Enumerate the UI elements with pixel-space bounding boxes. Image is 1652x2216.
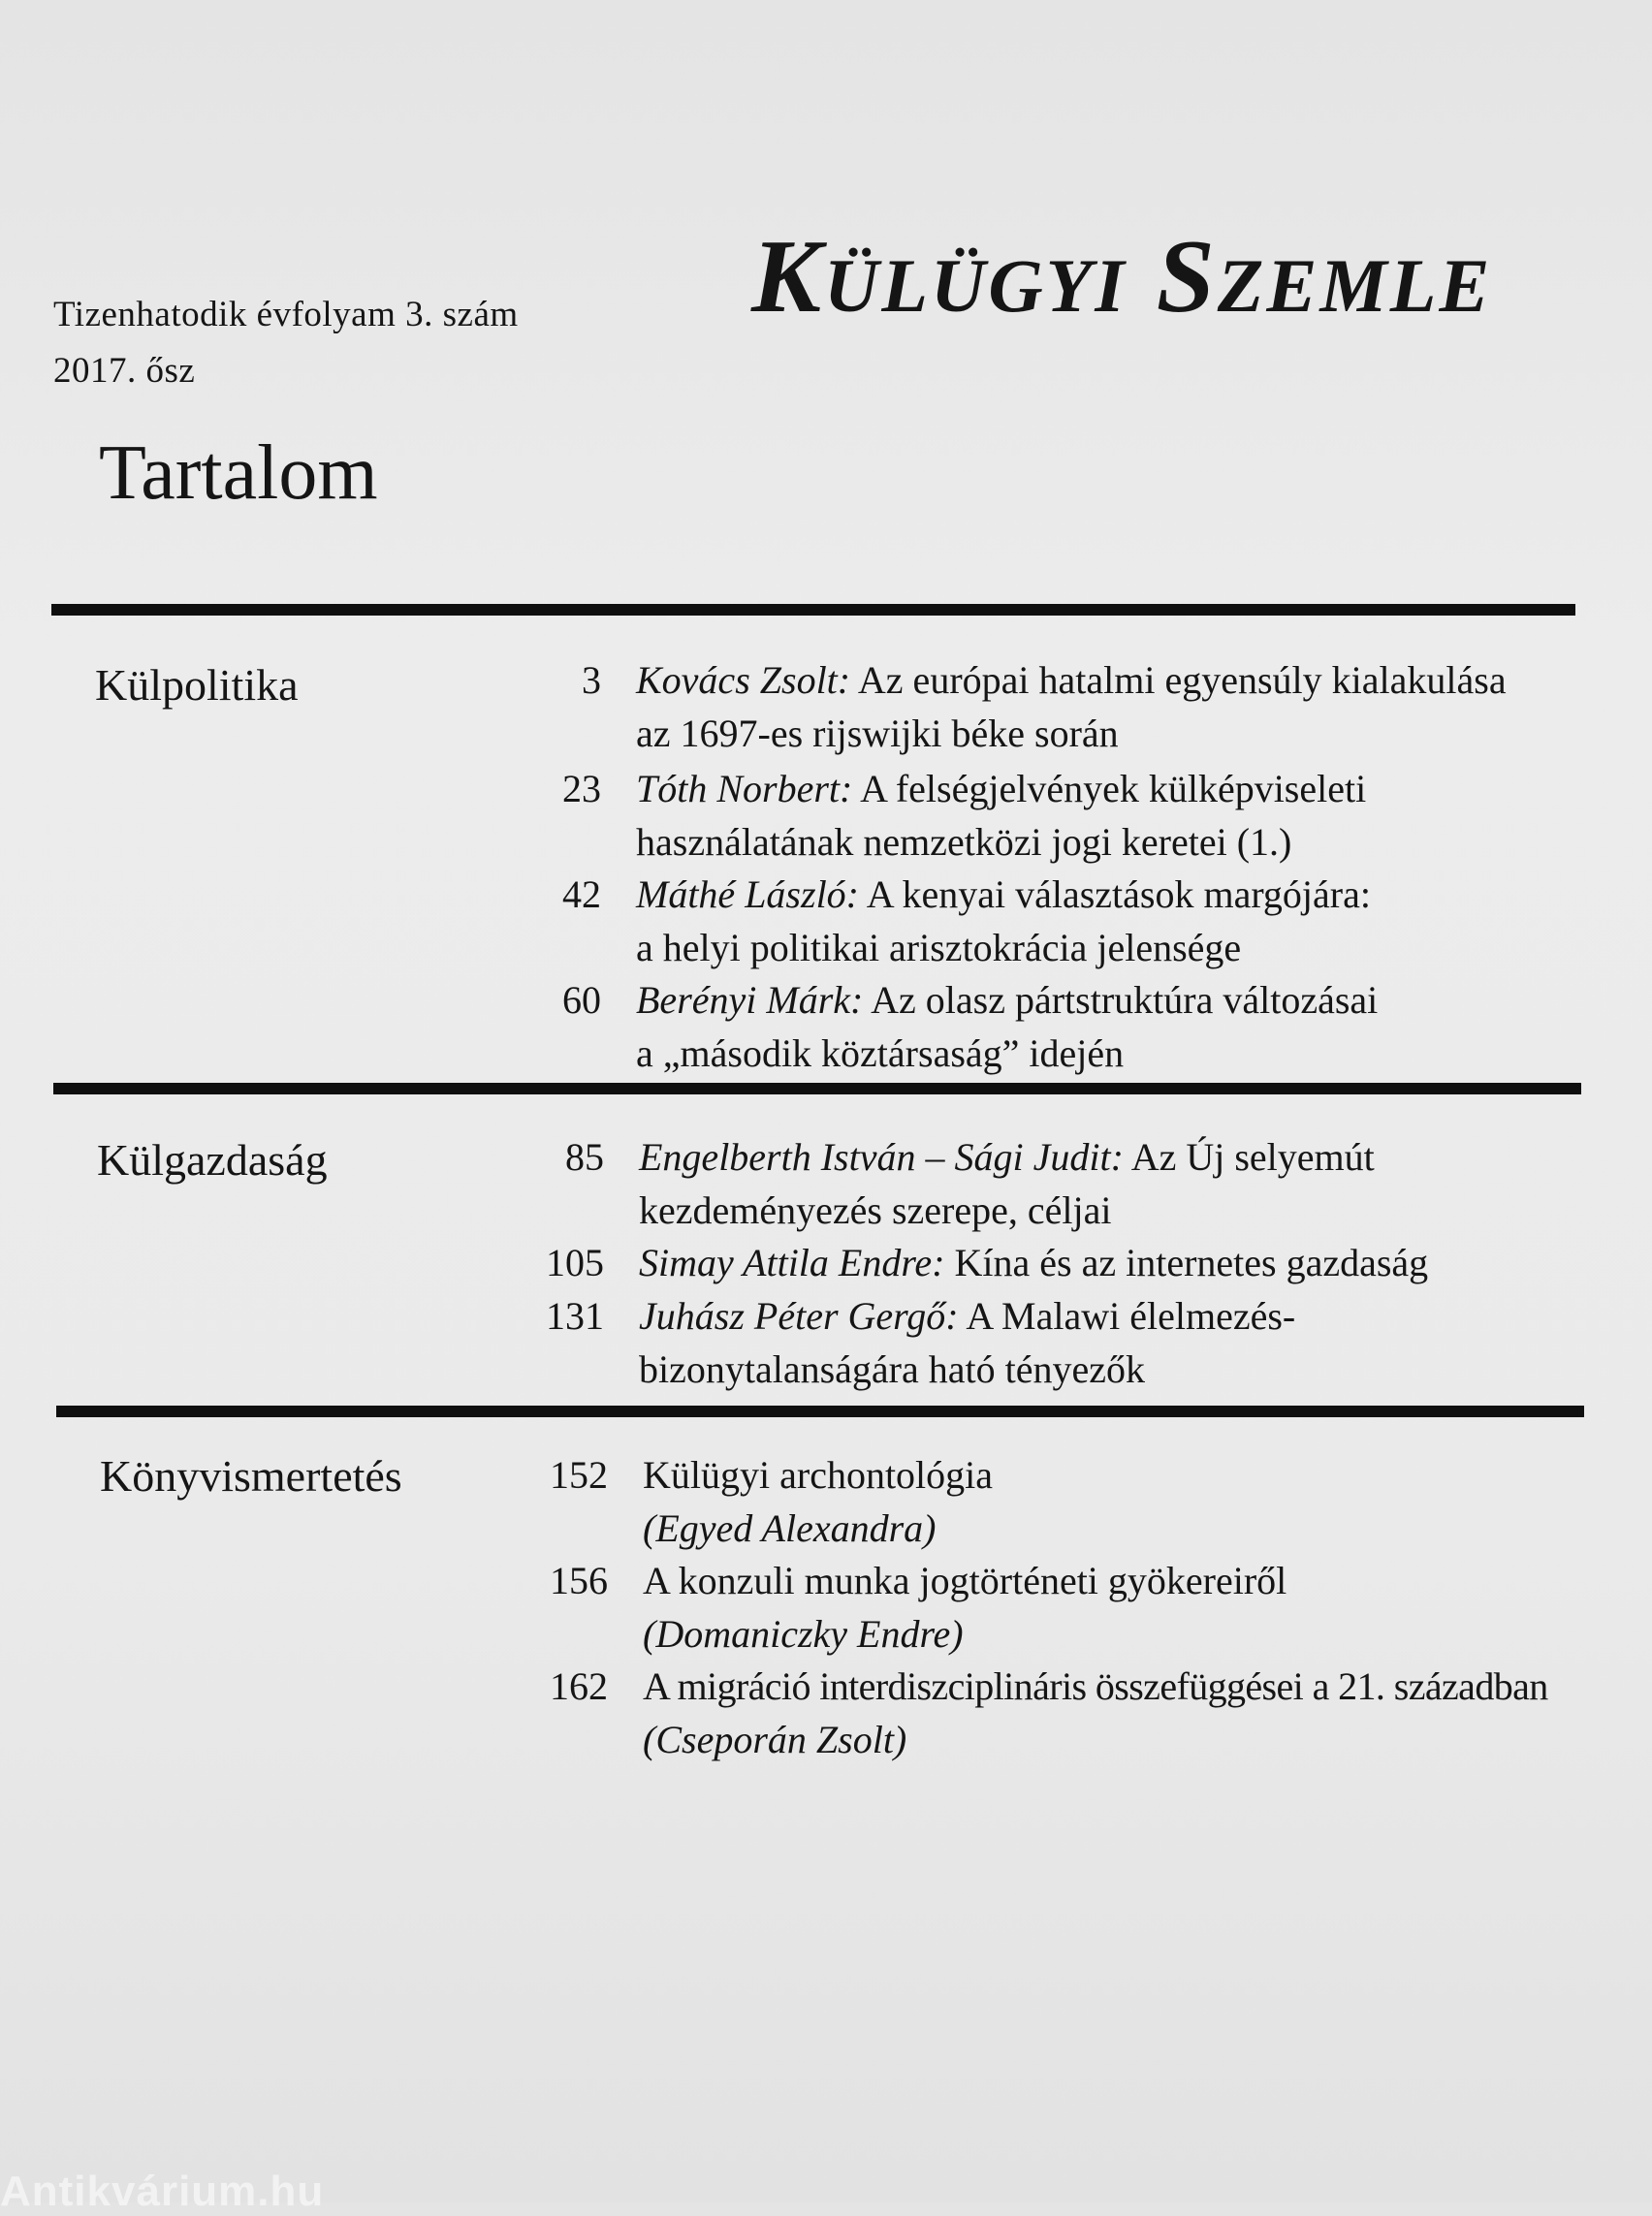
entry-line-2: a „második köztársaság” idején: [636, 1031, 1125, 1075]
page-number: 85: [565, 1135, 604, 1179]
entry-line-1: [639, 1289, 1295, 1343]
entry-author: Máthé László:: [636, 872, 859, 916]
entry-line-1: [636, 653, 1507, 707]
entry-line-2: az 1697-es rijswijki béke során: [636, 712, 1119, 755]
entry-title: Az olasz pártstruktúra változásai: [863, 978, 1379, 1022]
entry-line-1: [636, 762, 1366, 815]
entry-line-1: [639, 1236, 1428, 1289]
page-number: 152: [550, 1453, 608, 1497]
entry-title: A konzuli munka jogtörténeti gyökereiről: [643, 1559, 1287, 1602]
entry-title: A felségjelvények külképviseleti: [852, 767, 1367, 810]
journal-title: KÜLÜGYI SZEMLE: [751, 219, 1493, 334]
entry-title: A Malawi élelmezés-: [958, 1294, 1296, 1338]
section-divider: [56, 1406, 1584, 1417]
entry-title: Az Új selyemút: [1123, 1135, 1375, 1179]
entry-title: Külügyi archontológia: [643, 1453, 994, 1497]
section-title-konyvismertetes: Könyvismertetés: [100, 1451, 402, 1501]
entry-line-2: bizonytalanságára ható tényezők: [639, 1347, 1145, 1391]
entry-line-2: kezdeményezés szerepe, céljai: [639, 1188, 1112, 1232]
entry-author: Simay Attila Endre:: [639, 1241, 945, 1284]
page-number: 42: [562, 872, 601, 916]
entry-title: A migráció interdiszciplináris összefüggései a 21. században: [643, 1664, 1548, 1708]
issue-volume: Tizenhatodik évfolyam 3. szám: [53, 295, 519, 334]
entry-reviewer: (Cseporán Zsolt): [643, 1718, 907, 1761]
entry-author: Kovács Zsolt:: [636, 658, 851, 702]
page-number: 156: [550, 1559, 608, 1602]
entry-author: Engelberth István – Sági Judit:: [639, 1135, 1124, 1179]
watermark: Antikvárium.hu: [0, 2168, 325, 2215]
entry-author: Tóth Norbert:: [636, 767, 853, 810]
page-number: 131: [546, 1294, 604, 1338]
entry-reviewer: (Domaniczky Endre): [643, 1612, 964, 1656]
section-divider: [53, 1083, 1581, 1094]
entry-line-2: használatának nemzetközi jogi keretei (1.): [636, 820, 1292, 864]
entry-line-1: [636, 973, 1378, 1027]
entry-line-2: a helyi politikai arisztokrácia jelensége: [636, 926, 1242, 969]
page-number: 60: [562, 978, 601, 1022]
toc-heading: Tartalom: [99, 430, 378, 516]
entry-title: A kenyai választások margójára:: [859, 872, 1371, 916]
page-number: 105: [546, 1241, 604, 1284]
issue-date: 2017. ősz: [53, 351, 196, 391]
entry-line-1: [639, 1130, 1375, 1184]
entry-title: Az európai hatalmi egyensúly kialakulása: [850, 658, 1507, 702]
entry-author: Juhász Péter Gergő:: [639, 1294, 959, 1338]
entry-reviewer: (Egyed Alexandra): [643, 1506, 937, 1550]
entry-author: Berényi Márk:: [636, 978, 864, 1022]
section-title-kulgazdasag: Külgazdaság: [97, 1135, 328, 1185]
page-number: 23: [562, 767, 601, 810]
page-number: 3: [582, 658, 601, 702]
section-divider: [51, 604, 1575, 616]
section-title-kulpolitika: Külpolitika: [95, 660, 299, 710]
page-number: 162: [550, 1664, 608, 1708]
entry-title: Kína és az internetes gazdaság: [944, 1241, 1429, 1284]
entry-line-1: [636, 868, 1371, 921]
